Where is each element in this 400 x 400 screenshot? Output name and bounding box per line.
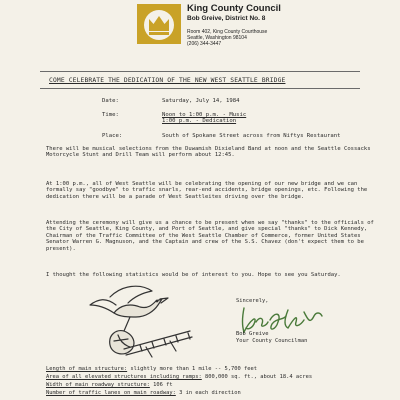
paragraph-statistics-intro: I thought the following statistics would be of interest to you. Hope to see you Saturday. [46, 272, 341, 278]
letter-title: COME CELEBRATE THE DEDICATION OF THE NEW WEST SEATTLE BRIDGE [49, 77, 286, 84]
place-value: South of Spokane Street across from Niftys Restaurant [162, 133, 341, 139]
time-value-music: Noon to 1:00 p.m. - Music [162, 112, 247, 118]
place-label: Place: [102, 133, 123, 139]
stat-label: Area of all elevated structures including ramps: [46, 374, 202, 380]
paragraph-celebration: At 1:00 p.m., all of West Seattle will be celebrating the opening of our new bridge and we can formally say "goodbye" to traffic snarls, rear-end accidents, bridge openings, etc. Following the dedication there will be a parade of West Seattleites driving over the bridge. [46, 181, 368, 200]
stat-row [46, 390, 241, 396]
time-label: Time: [102, 112, 119, 118]
time-value-dedication: 1:00 p.m. - Dedication [162, 118, 237, 124]
address-line-1: Room 402, King County Courthouse [187, 29, 268, 35]
stat-value: 800,000 sq. ft., about 18.4 acres [205, 374, 313, 380]
stat-label: Number of traffic lanes on main roadway: [46, 390, 176, 396]
bird-carrying-bridge-illustration-icon [80, 275, 200, 365]
council-name: King County Council [187, 3, 281, 14]
title-divider [40, 88, 360, 89]
letterhead [187, 3, 281, 48]
stat-row [46, 374, 312, 380]
stat-label: Length of main structure: [46, 366, 128, 372]
stat-value: 3 in each direction [179, 390, 241, 396]
address-line-2: Seattle, Washington 98104 [187, 35, 247, 42]
stat-label: Width of main roadway structure: [46, 382, 150, 388]
top-divider [40, 71, 360, 72]
signer-title: Your County Councilman [236, 337, 308, 344]
stat-row [46, 382, 173, 388]
date-value: Saturday, July 14, 1984 [162, 98, 240, 104]
king-county-crown-logo-icon [137, 4, 181, 44]
closing-sincerely: Sincerely, [236, 298, 269, 304]
phone-number: (206) 344-3447 [187, 41, 222, 48]
stat-value: slightly more than 1 mile -- 5,700 feet [130, 366, 257, 372]
signer-name: Bob Greive [236, 331, 269, 337]
stat-value: 106 ft [153, 382, 173, 388]
paragraph-thanks: Attending the ceremony will give us a chance to be present when we say "thanks" to the officials of the City of Seattle, King County, and Port of Seattle, and give special "thanks" to Dick Kennedy, Chairman of the Traffic Committee of the West Seattle Chamber of Commerce, former United States Senator Warren G. Magnuson, and the Captain and crew of the S.S. Chavez (don't expect them to be present). [46, 220, 374, 252]
council-member: Bob Greive, District No. 8 [187, 15, 266, 22]
stat-row [46, 366, 257, 372]
date-label: Date: [102, 98, 119, 104]
paragraph-music: There will be musical selections from the Duwamish Dixieland Band at noon and the Seattle Cossacks Motorcycle Stunt and Drill Team will perform about 12:45. [46, 146, 371, 159]
